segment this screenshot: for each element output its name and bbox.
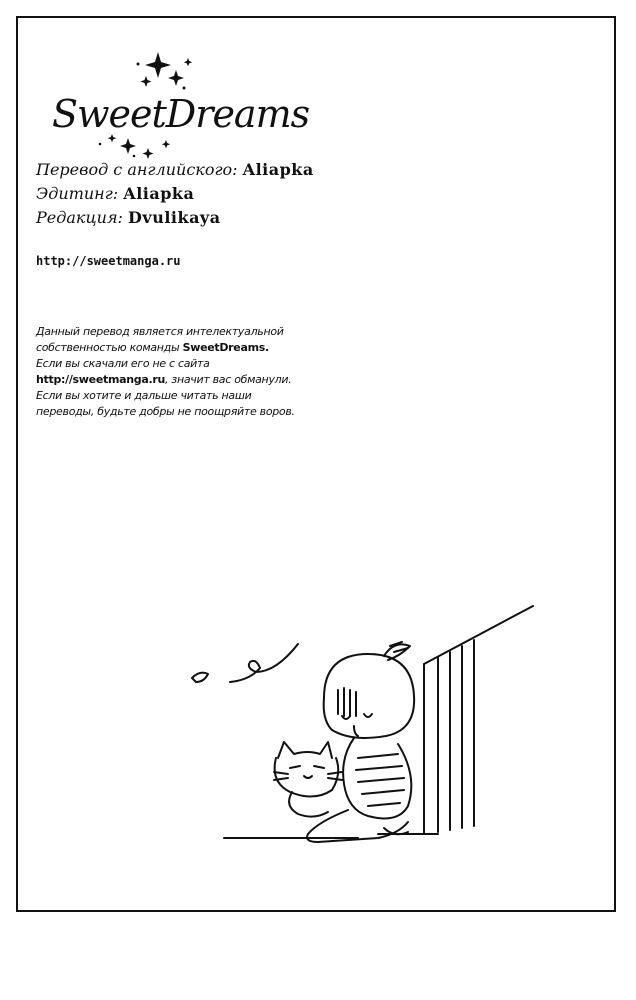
notice-text: , значит вас обманули. [165, 373, 292, 386]
page-frame [16, 16, 616, 912]
redaction-name: Dvulikaya [128, 208, 221, 227]
editing-credit [36, 182, 314, 206]
logo-text: SweetDreams [52, 92, 310, 136]
translation-name: Aliapka [242, 160, 314, 179]
notice-line [36, 340, 336, 356]
site-url: http://sweetmanga.ru [36, 254, 181, 268]
girl-with-cat-illustration [188, 598, 568, 868]
redaction-credit [36, 206, 314, 230]
copyright-notice [36, 324, 336, 420]
notice-line: Данный перевод является интелектуальной [36, 325, 284, 338]
credits-block [36, 158, 314, 230]
redaction-label: Редакция: [36, 208, 123, 227]
notice-site-url: http://sweetmanga.ru [36, 373, 165, 386]
translation-credit [36, 158, 314, 182]
notice-line: переводы, будьте добры не поощряйте воров. [36, 405, 295, 418]
team-name: SweetDreams. [182, 341, 269, 354]
sweetdreams-logo [38, 44, 310, 164]
translation-label: Перевод с английского: [36, 160, 238, 179]
editing-name: Aliapka [123, 184, 195, 203]
editing-label: Эдитинг: [36, 184, 119, 203]
notice-line [36, 372, 336, 388]
notice-line: Если вы хотите и дальше читать наши [36, 389, 252, 402]
notice-text: собственностью команды [36, 341, 183, 354]
notice-line: Если вы скачали его не с сайта [36, 357, 210, 370]
